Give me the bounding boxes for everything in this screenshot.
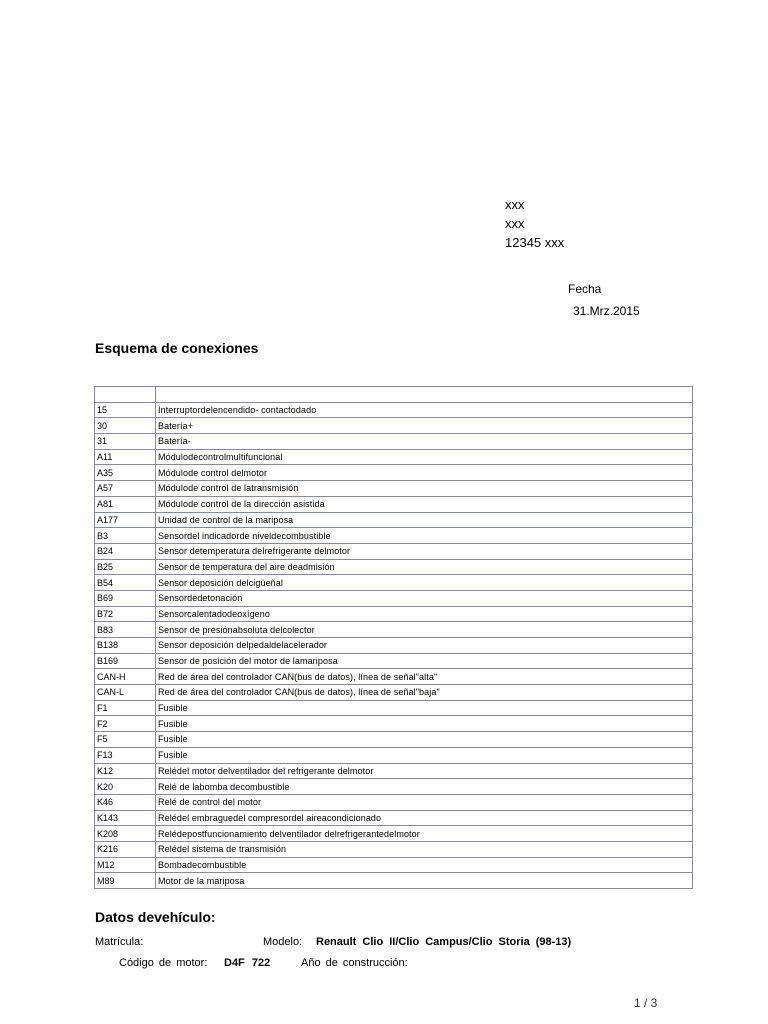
- component-description: Red de área del controlador CAN(bus de datos), línea de señal"baja": [156, 685, 693, 701]
- component-description: Relédel motor delventilador del refrigerante delmotor: [156, 763, 693, 779]
- component-code: K46: [95, 794, 156, 810]
- table-row: [95, 481, 693, 497]
- component-code: 15: [95, 402, 156, 418]
- table-row: [95, 434, 693, 450]
- table-row: [95, 575, 693, 591]
- component-code: K20: [95, 779, 156, 795]
- table-row: [95, 512, 693, 528]
- address-line-1: xxx: [505, 197, 525, 212]
- document-title: Esquema de conexiones: [95, 340, 259, 356]
- component-description: Sensordedetonación: [156, 590, 693, 606]
- header-cell-code: [95, 387, 156, 403]
- component-description: Sensor de presiónabsoluta delcolector: [156, 622, 693, 638]
- component-description: Fusible: [156, 716, 693, 732]
- table-row: [95, 622, 693, 638]
- component-description: Sensor deposición delcigüeñal: [156, 575, 693, 591]
- component-code: B169: [95, 653, 156, 669]
- table-row: [95, 528, 693, 544]
- component-code: B25: [95, 559, 156, 575]
- plate-label: Matrícula:: [95, 936, 144, 948]
- component-description: Fusible: [156, 732, 693, 748]
- header-cell-desc: [156, 387, 693, 403]
- component-description: Relédepostfuncionamiento delventilador delrefrigerantedelmotor: [156, 826, 693, 842]
- component-code: A57: [95, 481, 156, 497]
- component-description: Batería+: [156, 418, 693, 434]
- component-code: F2: [95, 716, 156, 732]
- model-label: Modelo:: [263, 936, 303, 948]
- component-code: B83: [95, 622, 156, 638]
- table-row: [95, 716, 693, 732]
- component-code: A11: [95, 449, 156, 465]
- table-row: [95, 810, 693, 826]
- component-code: CAN-H: [95, 669, 156, 685]
- table-row: [95, 747, 693, 763]
- table-row: [95, 873, 693, 889]
- component-code: K208: [95, 826, 156, 842]
- component-description: Sensor detemperatura delrefrigerante delmotor: [156, 543, 693, 559]
- component-description: Unidad de control de la mariposa: [156, 512, 693, 528]
- engine-value: D4F 722: [224, 957, 271, 969]
- components-table: [94, 386, 693, 889]
- component-description: Fusible: [156, 700, 693, 716]
- component-code: F13: [95, 747, 156, 763]
- component-code: A81: [95, 496, 156, 512]
- component-code: 30: [95, 418, 156, 434]
- component-code: B3: [95, 528, 156, 544]
- component-description: Relédel sistema de transmisión: [156, 841, 693, 857]
- page-number: 1 / 3: [634, 996, 658, 1010]
- component-description: Motor de la mariposa: [156, 873, 693, 889]
- component-description: Batería-: [156, 434, 693, 450]
- table-row: [95, 606, 693, 622]
- component-description: Sensorcalentadodeoxígeno: [156, 606, 693, 622]
- table-row: [95, 794, 693, 810]
- component-description: Módulode control de la dirección asistida: [156, 496, 693, 512]
- component-description: Interruptordelencendido- contactodado: [156, 402, 693, 418]
- table-row: [95, 559, 693, 575]
- table-row: [95, 543, 693, 559]
- component-code: B138: [95, 638, 156, 654]
- component-code: CAN-L: [95, 685, 156, 701]
- vehicle-title: Datos devehículo:: [95, 909, 216, 925]
- component-description: Red de área del controlador CAN(bus de datos), línea de señal"alta": [156, 669, 693, 685]
- address-line-3: 12345 xxx: [505, 235, 565, 250]
- component-code: F1: [95, 700, 156, 716]
- date-value: 31.Mrz.2015: [573, 304, 640, 318]
- component-code: B69: [95, 590, 156, 606]
- component-description: Sensor deposición delpedaldelacelerador: [156, 638, 693, 654]
- component-description: Módulode control delmotor: [156, 465, 693, 481]
- component-code: B54: [95, 575, 156, 591]
- address-line-2: xxx: [505, 216, 525, 231]
- component-description: Bombadecombustible: [156, 857, 693, 873]
- engine-label: Código de motor:: [119, 957, 208, 969]
- component-code: B72: [95, 606, 156, 622]
- component-description: Sensor de posición del motor de lamariposa: [156, 653, 693, 669]
- table-row: [95, 590, 693, 606]
- component-description: Relé de labomba decombustible: [156, 779, 693, 795]
- component-description: Sensordel indicadorde niveldecombustible: [156, 528, 693, 544]
- component-code: M89: [95, 873, 156, 889]
- component-code: A177: [95, 512, 156, 528]
- table-row: [95, 841, 693, 857]
- component-code: 31: [95, 434, 156, 450]
- table-row: [95, 402, 693, 418]
- table-row: [95, 653, 693, 669]
- table-row: [95, 763, 693, 779]
- table-row: [95, 826, 693, 842]
- component-description: Fusible: [156, 747, 693, 763]
- table-row: [95, 732, 693, 748]
- component-code: F5: [95, 732, 156, 748]
- table-row: [95, 638, 693, 654]
- component-code: A35: [95, 465, 156, 481]
- year-label: Año de construcción:: [301, 957, 408, 969]
- component-description: Relé de control del motor: [156, 794, 693, 810]
- table-row: [95, 857, 693, 873]
- component-code: M12: [95, 857, 156, 873]
- component-code: K12: [95, 763, 156, 779]
- table-row: [95, 685, 693, 701]
- component-description: Sensor de temperatura del aire deadmisión: [156, 559, 693, 575]
- table-header-row: [95, 387, 693, 403]
- component-description: Relédel embraguedel compresordel aireacondicionado: [156, 810, 693, 826]
- table-row: [95, 779, 693, 795]
- table-row: [95, 700, 693, 716]
- table-row: [95, 449, 693, 465]
- table-row: [95, 418, 693, 434]
- table-row: [95, 465, 693, 481]
- table-row: [95, 496, 693, 512]
- component-code: K143: [95, 810, 156, 826]
- component-code: K216: [95, 841, 156, 857]
- component-description: Módulode control de latransmisión: [156, 481, 693, 497]
- table-row: [95, 669, 693, 685]
- model-value: Renault Clio II/Clio Campus/Clio Storia (98-13): [316, 936, 572, 948]
- component-description: Módulodecontrolmultifuncional: [156, 449, 693, 465]
- date-label: Fecha: [568, 282, 602, 296]
- component-code: B24: [95, 543, 156, 559]
